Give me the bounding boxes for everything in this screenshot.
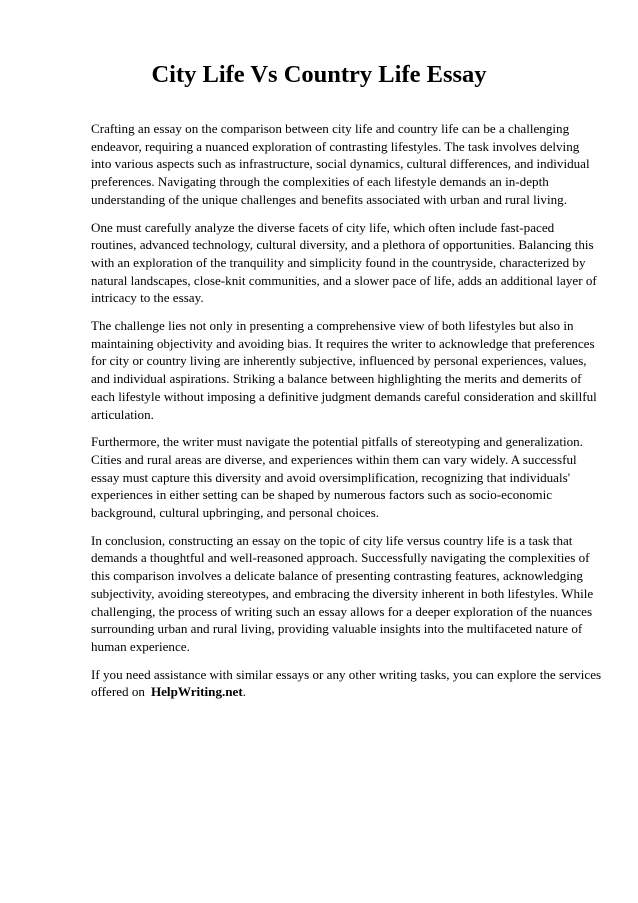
paragraph-line: background, cultural upbringing, and personal choices. xyxy=(91,505,379,521)
paragraph-line: natural landscapes, close-knit communities, and a slower pace of life, adds an additional layer of xyxy=(91,272,597,288)
paragraph-1 xyxy=(91,120,603,209)
paragraph-line: this comparison involves a delicate balance of presenting contrasting features, acknowledging xyxy=(91,568,583,584)
paragraph-line: each lifestyle without imposing a definitive judgment demands careful consideration and skillful xyxy=(91,388,597,404)
paragraph-3 xyxy=(91,317,603,423)
paragraph-line: demands a thoughtful and well-reasoned approach. Successfully navigating the complexities of xyxy=(91,550,590,566)
paragraph-line: articulation. xyxy=(91,406,154,422)
document-title: City Life Vs Country Life Essay xyxy=(151,61,487,88)
paragraph-line: human experience. xyxy=(91,638,190,654)
paragraph-line: with an exploration of the tranquility and simplicity found in the countryside, characterized by xyxy=(91,254,586,270)
paragraph-line: routines, advanced technology, cultural diversity, and a plethora of opportunities. Balancing this xyxy=(91,237,594,253)
paragraph-line: The challenge lies not only in presenting a comprehensive view of both lifestyles but also in xyxy=(91,318,574,334)
paragraph-line: experiences in either setting can be shaped by numerous factors such as socio-economic xyxy=(91,487,553,503)
paragraph-line: endeavor, requiring a nuanced exploration of contrasting lifestyles. The task involves delving xyxy=(91,138,580,154)
paragraph-line: understanding of the unique challenges and benefits associated with urban and rural living. xyxy=(91,191,567,207)
paragraph-line: intricacy to the essay. xyxy=(91,290,204,306)
paragraph-line: One must carefully analyze the diverse facets of city life, which often include fast-paced xyxy=(91,219,555,235)
paragraph-line: challenging, the process of writing such an essay allows for a deeper exploration of the nuances xyxy=(91,603,593,619)
closing-suffix: . xyxy=(242,684,246,700)
closing-line-with-link xyxy=(91,683,603,701)
paragraph-line: surrounding urban and rural living, providing valuable insights into the multifaceted nature of xyxy=(91,621,583,637)
paragraph-4 xyxy=(91,433,603,522)
paragraph-line: subjectivity, avoiding stereotypes, and embracing the diversity inherent in both lifestyles. While xyxy=(91,585,594,601)
paragraph-line: Crafting an essay on the comparison between city life and country life can be a challenging xyxy=(91,121,570,136)
paragraph-line: for city or country living are inherently subjective, influenced by personal experiences, values, xyxy=(91,353,587,369)
helpwriting-link[interactable]: HelpWriting.net xyxy=(150,684,243,700)
paragraph-line: In conclusion, constructing an essay on the topic of city life versus country life is a task that xyxy=(91,532,573,548)
paragraph-line: maintaining objectivity and avoiding bias. It requires the writer to acknowledge that preferences xyxy=(91,335,595,351)
closing-line: If you need assistance with similar essays or any other writing tasks, you can explore the services xyxy=(91,666,602,682)
paragraph-line: preferences. Navigating through the complexities of each lifestyle demands an in-depth xyxy=(91,174,549,190)
paragraph-line: and individual aspirations. Striking a balance between highlighting the merits and demerits of xyxy=(91,371,582,387)
closing-prefix: offered on xyxy=(91,684,145,700)
document-body xyxy=(91,120,603,711)
paragraph-line: Furthermore, the writer must navigate the potential pitfalls of stereotyping and generalization. xyxy=(91,434,583,450)
paragraph-line: into various aspects such as infrastructure, social dynamics, cultural differences, and individual xyxy=(91,156,590,172)
paragraph-5 xyxy=(91,532,603,656)
paragraph-2 xyxy=(91,219,603,308)
paragraph-line: essay must capture this diversity and avoid oversimplification, recognizing that individuals' xyxy=(91,469,571,485)
paragraph-line: Cities and rural areas are diverse, and experiences within them can vary widely. A successful xyxy=(91,451,577,467)
closing-paragraph xyxy=(91,666,603,701)
